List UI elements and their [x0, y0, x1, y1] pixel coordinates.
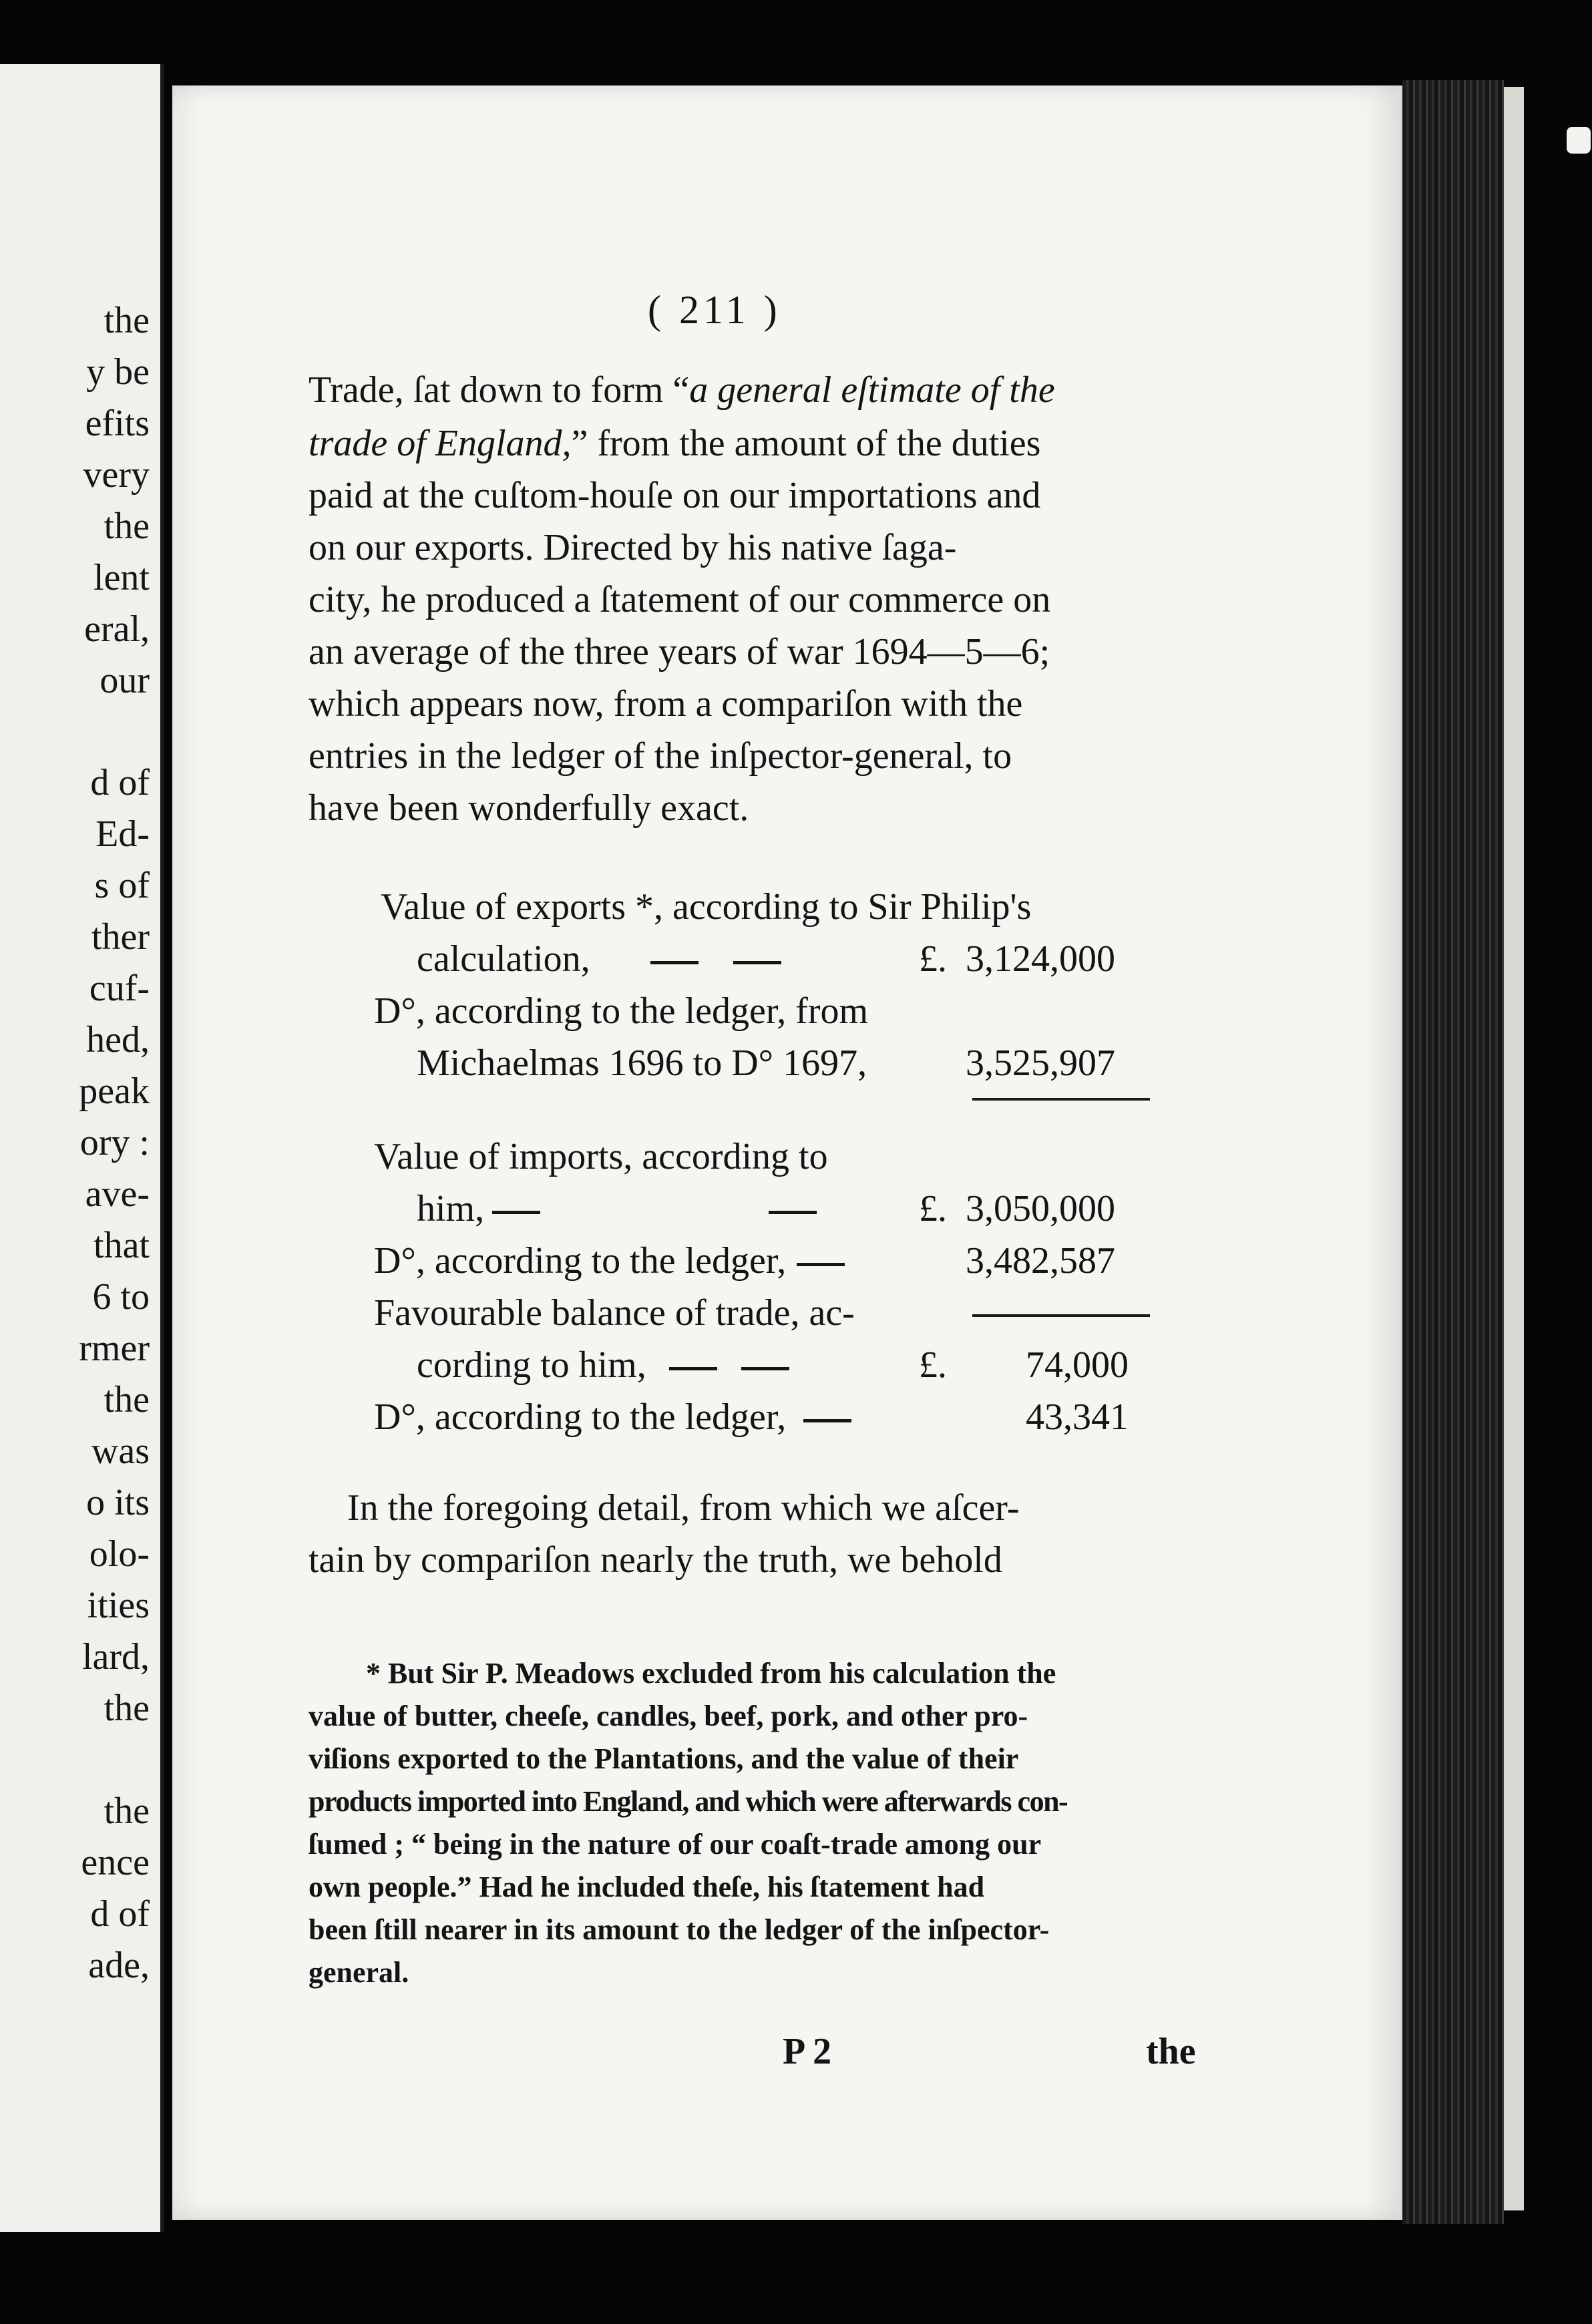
- imports-label: Value of imports, according to: [374, 1136, 828, 1177]
- left-page-fragment: rmer: [79, 1328, 150, 1369]
- paragraph-line: city, he produced a ſtatement of our commerce on: [309, 579, 1051, 620]
- exports-label-cont: calculation,: [417, 938, 789, 980]
- left-page-fragment: lent: [93, 557, 150, 598]
- balance-value: 74,000: [1026, 1344, 1129, 1386]
- left-page-fragment: the: [104, 1790, 150, 1832]
- left-page-fragment: lard,: [81, 1636, 150, 1678]
- left-page-fragment: Ed-: [95, 813, 150, 855]
- footnote-line: general.: [309, 1956, 409, 1989]
- paragraph-line: which appears now, from a compariſon with the: [309, 683, 1023, 725]
- balance-ledger-value: 43,341: [1026, 1396, 1129, 1438]
- left-page-fragment: olo-: [89, 1533, 150, 1575]
- balance-currency: £.: [919, 1344, 947, 1386]
- exports-ledger-label: D°, according to the ledger, from: [374, 990, 869, 1032]
- underline-rule: [972, 1098, 1150, 1101]
- footnote-line: products imported into England, and which were afterwards con-: [309, 1785, 1068, 1818]
- left-page-fragment: hed,: [86, 1019, 150, 1060]
- imports-ledger-value: 3,482,587: [966, 1240, 1115, 1282]
- exports-ledger-value: 3,525,907: [966, 1042, 1115, 1084]
- footnote-line: * But Sir P. Meadows excluded from his calculation the: [366, 1657, 1056, 1690]
- left-page-fragment: ade,: [88, 1945, 150, 1986]
- left-page-fragment: o its: [86, 1482, 150, 1523]
- paragraph-line: tain by compariſon nearly the truth, we behold: [309, 1539, 1002, 1581]
- left-page-fragment: d of: [90, 762, 150, 803]
- imports-ledger-label: D°, according to the ledger,: [374, 1239, 853, 1282]
- footnote-line: value of butter, cheeſe, candles, beef, pork, and other pro-: [309, 1700, 1028, 1732]
- left-page-fragment: the: [104, 1379, 150, 1420]
- corner-mark: [1567, 127, 1591, 154]
- exports-value: 3,124,000: [966, 938, 1115, 980]
- left-page-fragment: efits: [85, 403, 150, 444]
- paragraph-line: an average of the three years of war 1694—5—6;: [309, 631, 1050, 672]
- exports-ledger-label-cont: Michaelmas 1696 to D° 1697,: [417, 1042, 867, 1084]
- underline-rule: [972, 1314, 1150, 1317]
- left-page-fragment: d of: [90, 1893, 150, 1935]
- balance-ledger-label: D°, according to the ledger,: [374, 1396, 859, 1438]
- imports-currency: £.: [919, 1188, 947, 1229]
- left-page-fragment: our: [100, 660, 150, 701]
- imports-value: 3,050,000: [966, 1188, 1115, 1229]
- paragraph-line: In the foregoing detail, from which we aſcer-: [347, 1487, 1020, 1529]
- left-page-fragment: ities: [87, 1585, 150, 1626]
- footnote-line: been ſtill nearer in its amount to the ledger of the inſpector-: [309, 1913, 1050, 1946]
- paragraph-line: on our exports. Directed by his native ſaga-: [309, 527, 957, 568]
- left-page-fragment: s of: [94, 865, 150, 906]
- footnote-line: viſions exported to the Plantations, and the value of their: [309, 1742, 1019, 1775]
- left-page-fragment: cuf-: [89, 968, 150, 1009]
- paragraph-line: trade of England,” from the amount of the duties: [309, 423, 1041, 464]
- footnote-line: ſumed ; “ being in the nature of our coaſt-trade among our: [309, 1828, 1042, 1861]
- exports-currency: £.: [919, 938, 947, 980]
- page-edge: [1504, 87, 1524, 2210]
- left-page-fragment: ence: [81, 1842, 150, 1883]
- balance-label-cont: cording to him,: [417, 1344, 797, 1386]
- signature-mark: P 2: [783, 2031, 832, 2072]
- left-page-fragment: y be: [86, 351, 150, 393]
- left-page-fragment: ther: [91, 916, 150, 958]
- left-page-fragment: ave-: [85, 1173, 150, 1215]
- catchword: the: [1146, 2031, 1196, 2072]
- balance-label: Favourable balance of trade, ac-: [374, 1292, 855, 1334]
- left-page-fragment: the: [104, 300, 150, 341]
- left-facing-page: [0, 64, 164, 2232]
- imports-label-cont: him,: [417, 1187, 825, 1230]
- page-number: ( 211 ): [648, 288, 781, 332]
- exports-label: Value of exports *, according to Sir Philip's: [381, 886, 1032, 928]
- left-page-fragment: was: [91, 1430, 150, 1472]
- left-page-fragment: the: [104, 506, 150, 547]
- left-page-fragment: very: [83, 454, 150, 496]
- paragraph-line: entries in the ledger of the inſpector-general, to: [309, 735, 1012, 777]
- book-spine-edge: [1402, 80, 1504, 2224]
- paragraph-line: paid at the cuſtom-houſe on our importations and: [309, 475, 1041, 516]
- footnote-line: own people.” Had he included theſe, his ſtatement had: [309, 1871, 985, 1903]
- paragraph-line: have been wonderfully exact.: [309, 787, 749, 829]
- left-page-fragment: the: [104, 1688, 150, 1729]
- paragraph-line: Trade, ſat down to form “a general eſtimate of the: [309, 369, 1055, 411]
- left-page-fragment: eral,: [84, 608, 150, 650]
- left-page-fragment: that: [93, 1225, 150, 1266]
- left-page-fragment: ory :: [79, 1122, 150, 1163]
- left-page-fragment: 6 to: [92, 1276, 150, 1318]
- left-page-fragment: peak: [79, 1071, 150, 1112]
